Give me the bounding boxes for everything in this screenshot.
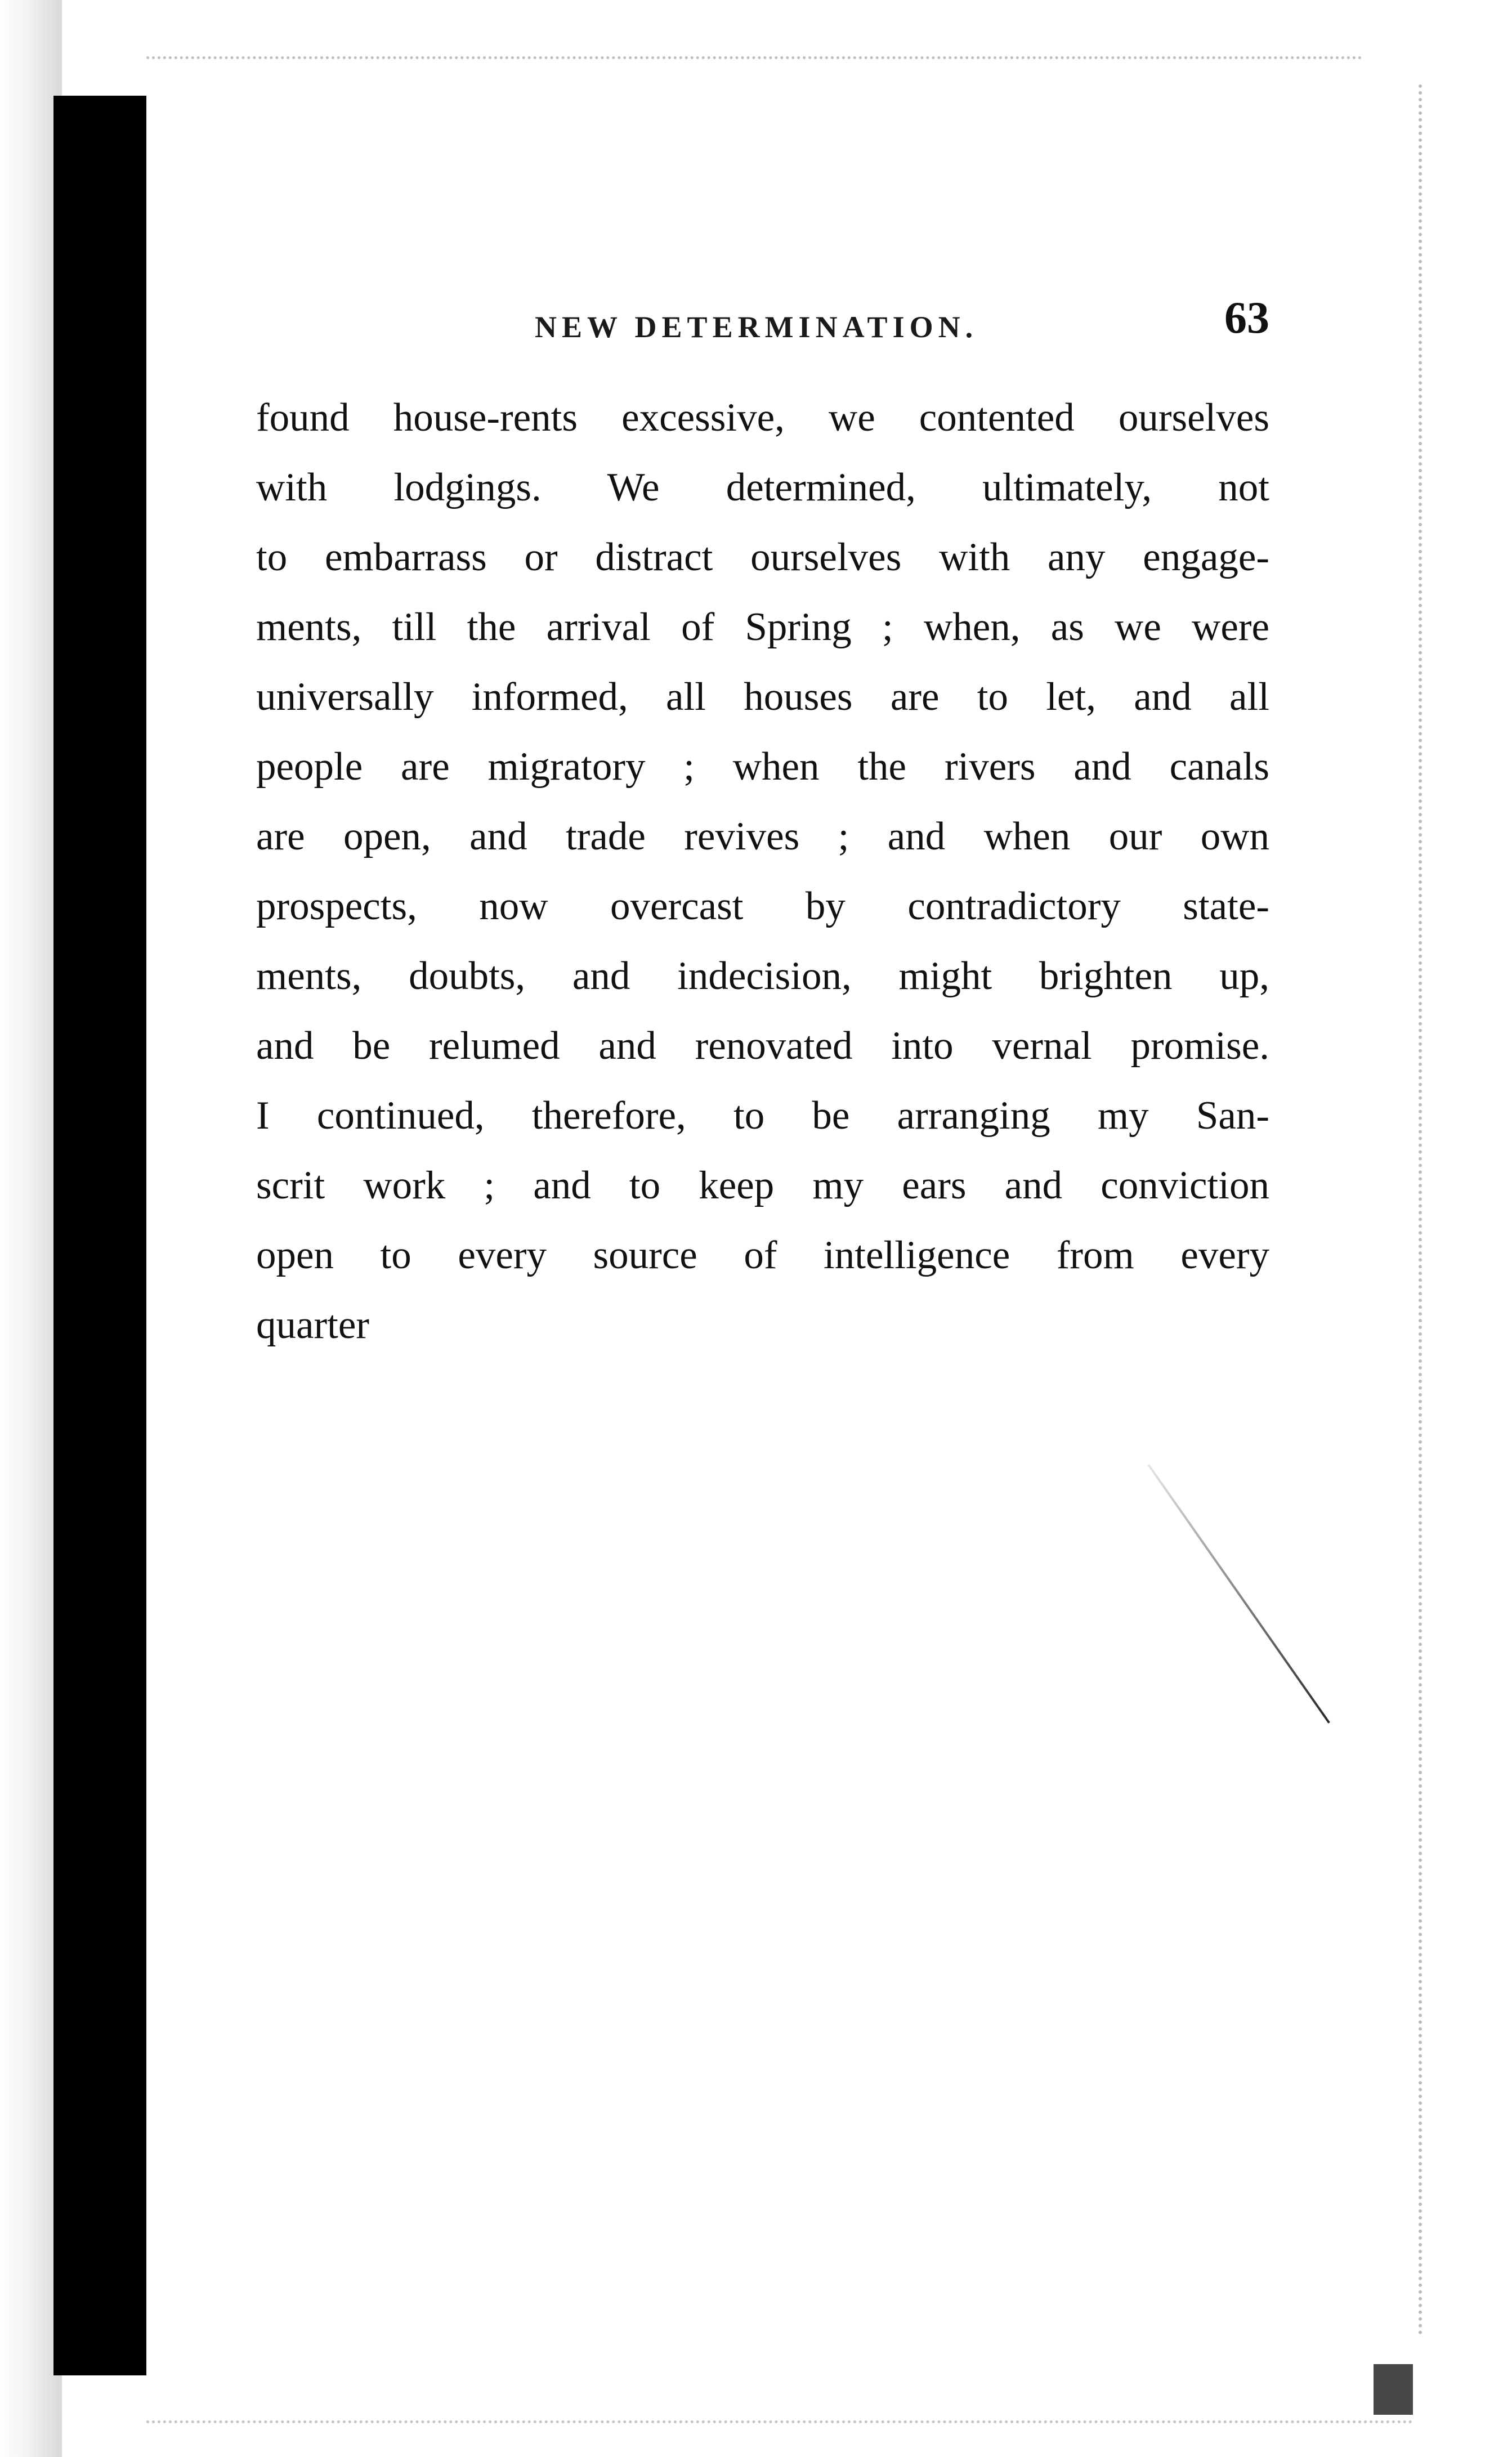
top-page-edge [146,39,1362,59]
page-gutter-shadow [0,0,62,2457]
text-line: prospects, now overcast by contradictory state- [256,884,1269,928]
corner-smudge [1374,2364,1413,2415]
bottom-page-edge [146,2420,1413,2434]
binding-strip [53,96,146,2375]
text-line-last: quarter [256,1303,370,1347]
text-line: ments, till the arrival of Spring ; when, as we were [256,605,1269,649]
text-line: and be relumed and renovated into vernal promise. [256,1024,1269,1068]
text-line: I continued, therefore, to be arranging my San- [256,1094,1269,1138]
text-line: open to every source of intelligence from every [256,1233,1269,1277]
body-text [256,383,1269,1360]
text-line: ments, doubts, and indecision, might brighten up, [256,954,1269,998]
text-line: are open, and trade revives ; and when our own [256,814,1269,858]
text-line: scrit work ; and to keep my ears and conviction [256,1163,1269,1207]
page-number: 63 [1224,293,1269,343]
text-line: found house-rents excessive, we contented ourselves [256,396,1269,440]
right-page-edge [1419,84,1444,2336]
text-line: with lodgings. We determined, ultimately, not [256,466,1269,509]
running-title: NEW DETERMINATION. [535,310,978,344]
scan-scratch-mark [1147,1464,1330,1724]
text-line: to embarrass or distract ourselves with any engage- [256,535,1269,579]
running-head [256,293,1269,349]
text-line: universally informed, all houses are to let, and all [256,675,1269,719]
text-line: people are migratory ; when the rivers and canals [256,745,1269,789]
